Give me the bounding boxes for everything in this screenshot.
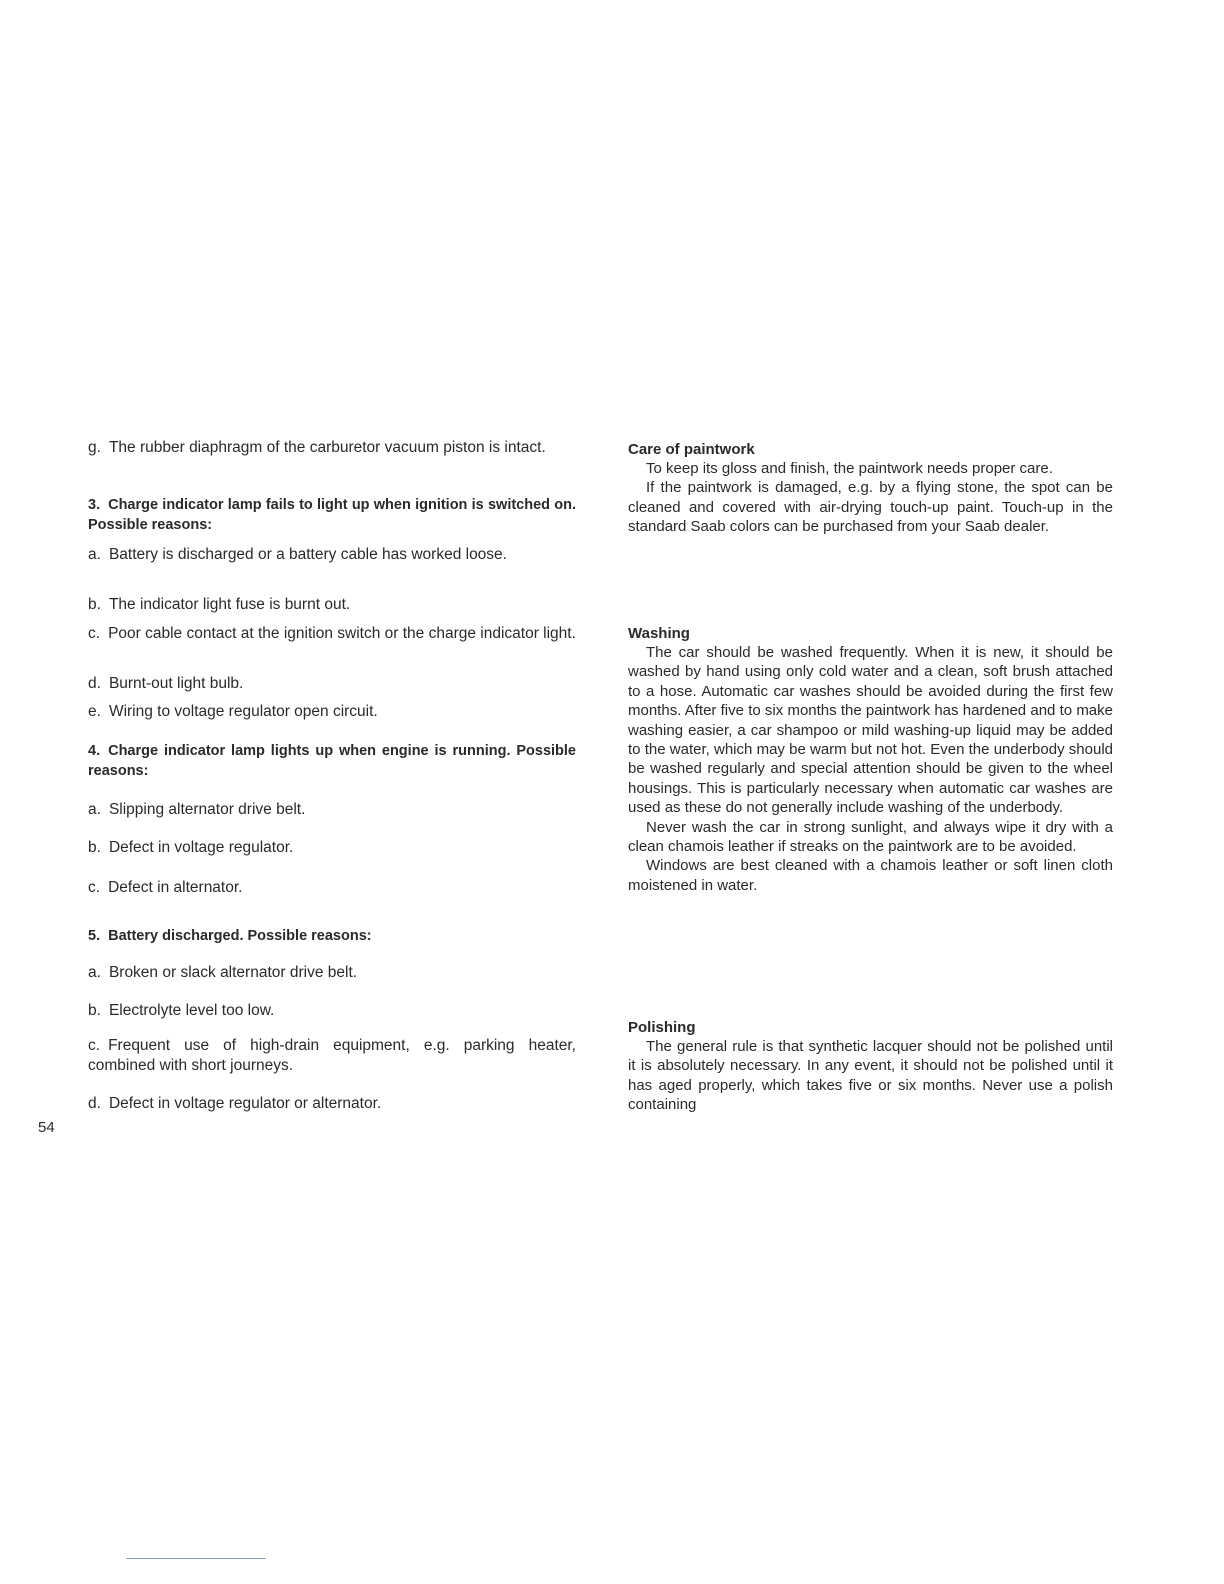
section-title-washing: Washing [628,625,690,642]
section-body-polishing [628,1037,1113,1115]
page-number: 54 [38,1119,55,1136]
paragraph: The general rule is that synthetic lacquer should not be polished until it is absolutely necessary. In any event, it should not be polished until it has aged properly, which takes five or six months. Never use a polish containing [628,1038,1113,1114]
item-text: Charge indicator lamp lights up when engine is running. Possible reasons: [88,743,576,779]
list-item [88,1094,576,1114]
item-label: 5. [88,928,101,944]
item-label: b. [88,596,101,613]
item-text: Burnt-out light bulb. [108,675,244,692]
item-text: Slipping alternator drive belt. [108,801,306,818]
item-label: b. [88,839,101,856]
item-text: Defect in voltage regulator or alternator. [108,1095,382,1112]
item-text: Electrolyte level too low. [108,1002,275,1019]
item-text: Battery is discharged or a battery cable has worked loose. [108,546,507,563]
item-text: The indicator light fuse is burnt out. [108,596,351,613]
item-label: b. [88,1002,101,1019]
item-text: Defect in alternator. [108,879,243,896]
list-item [88,545,576,565]
list-item [88,624,576,644]
item-label: a. [88,801,101,818]
section-title-paintwork: Care of paintwork [628,441,755,458]
paragraph: To keep its gloss and finish, the paintwork needs proper care. [646,460,1053,477]
section-heading-5 [88,926,576,946]
section-title-polishing: Polishing [628,1019,696,1036]
list-item [88,838,576,858]
list-item [88,595,576,615]
item-label: d. [88,1095,101,1112]
item-text: Wiring to voltage regulator open circuit. [108,703,378,720]
item-text: The rubber diaphragm of the carburetor vacuum piston is intact. [108,439,546,456]
section-body-washing [628,643,1113,895]
list-item [88,800,576,820]
item-text: Charge indicator lamp fails to light up when ignition is switched on. Possible reasons: [88,497,576,533]
item-text: Defect in voltage regulator. [108,839,294,856]
item-label: e. [88,703,101,720]
list-item [88,963,576,983]
list-item [88,878,576,898]
item-label: c. [88,1037,101,1054]
item-text: Battery discharged. Possible reasons: [108,928,372,944]
paragraph: The car should be washed frequently. When it is new, it should be washed by hand using only cold water and a clean, soft brush attached to a hose. Automatic car washes should be avoided during the first few months. After five to six months the paintwork has hardened and to make washing easier, a car shampoo or mild washing-up liquid may be added to the water, which may be warm but not hot. Even the underbody should be washed regularly and special attention should be given to the wheel housings. This is particularly necessary when automatic car washes are used as these do not generally include washing of the underbody. [628,644,1113,817]
item-label: 4. [88,743,101,759]
item-label: 3. [88,497,101,513]
list-item [88,674,576,694]
list-item [88,702,576,722]
list-item [88,438,576,458]
item-label: a. [88,964,101,981]
paragraph: If the paintwork is damaged, e.g. by a flying stone, the spot can be cleaned and covered with air-drying touch-up paint. Touch-up in the standard Saab colors can be purchased from your Saab dealer. [628,479,1113,536]
item-label: c. [88,625,101,642]
item-text: Frequent use of high-drain equipment, e.g. parking heater, combined with short journeys. [88,1037,576,1074]
item-text: Broken or slack alternator drive belt. [108,964,358,981]
scan-edge-line [126,1558,266,1559]
item-text: Poor cable contact at the ignition switch or the charge indicator light. [108,625,576,642]
item-label: a. [88,546,101,563]
item-label: c. [88,879,101,896]
paragraph: Never wash the car in strong sunlight, and always wipe it dry with a clean chamois leather if streaks on the paintwork are to be avoided. [628,818,1113,856]
paragraph: Windows are best cleaned with a chamois leather or soft linen cloth moistened in water. [628,857,1113,894]
section-body-paintwork [628,459,1113,537]
list-item [88,1036,576,1075]
item-label: g. [88,439,101,456]
list-item [88,1001,576,1021]
section-heading-3 [88,495,576,535]
section-heading-4 [88,741,576,781]
item-label: d. [88,675,101,692]
